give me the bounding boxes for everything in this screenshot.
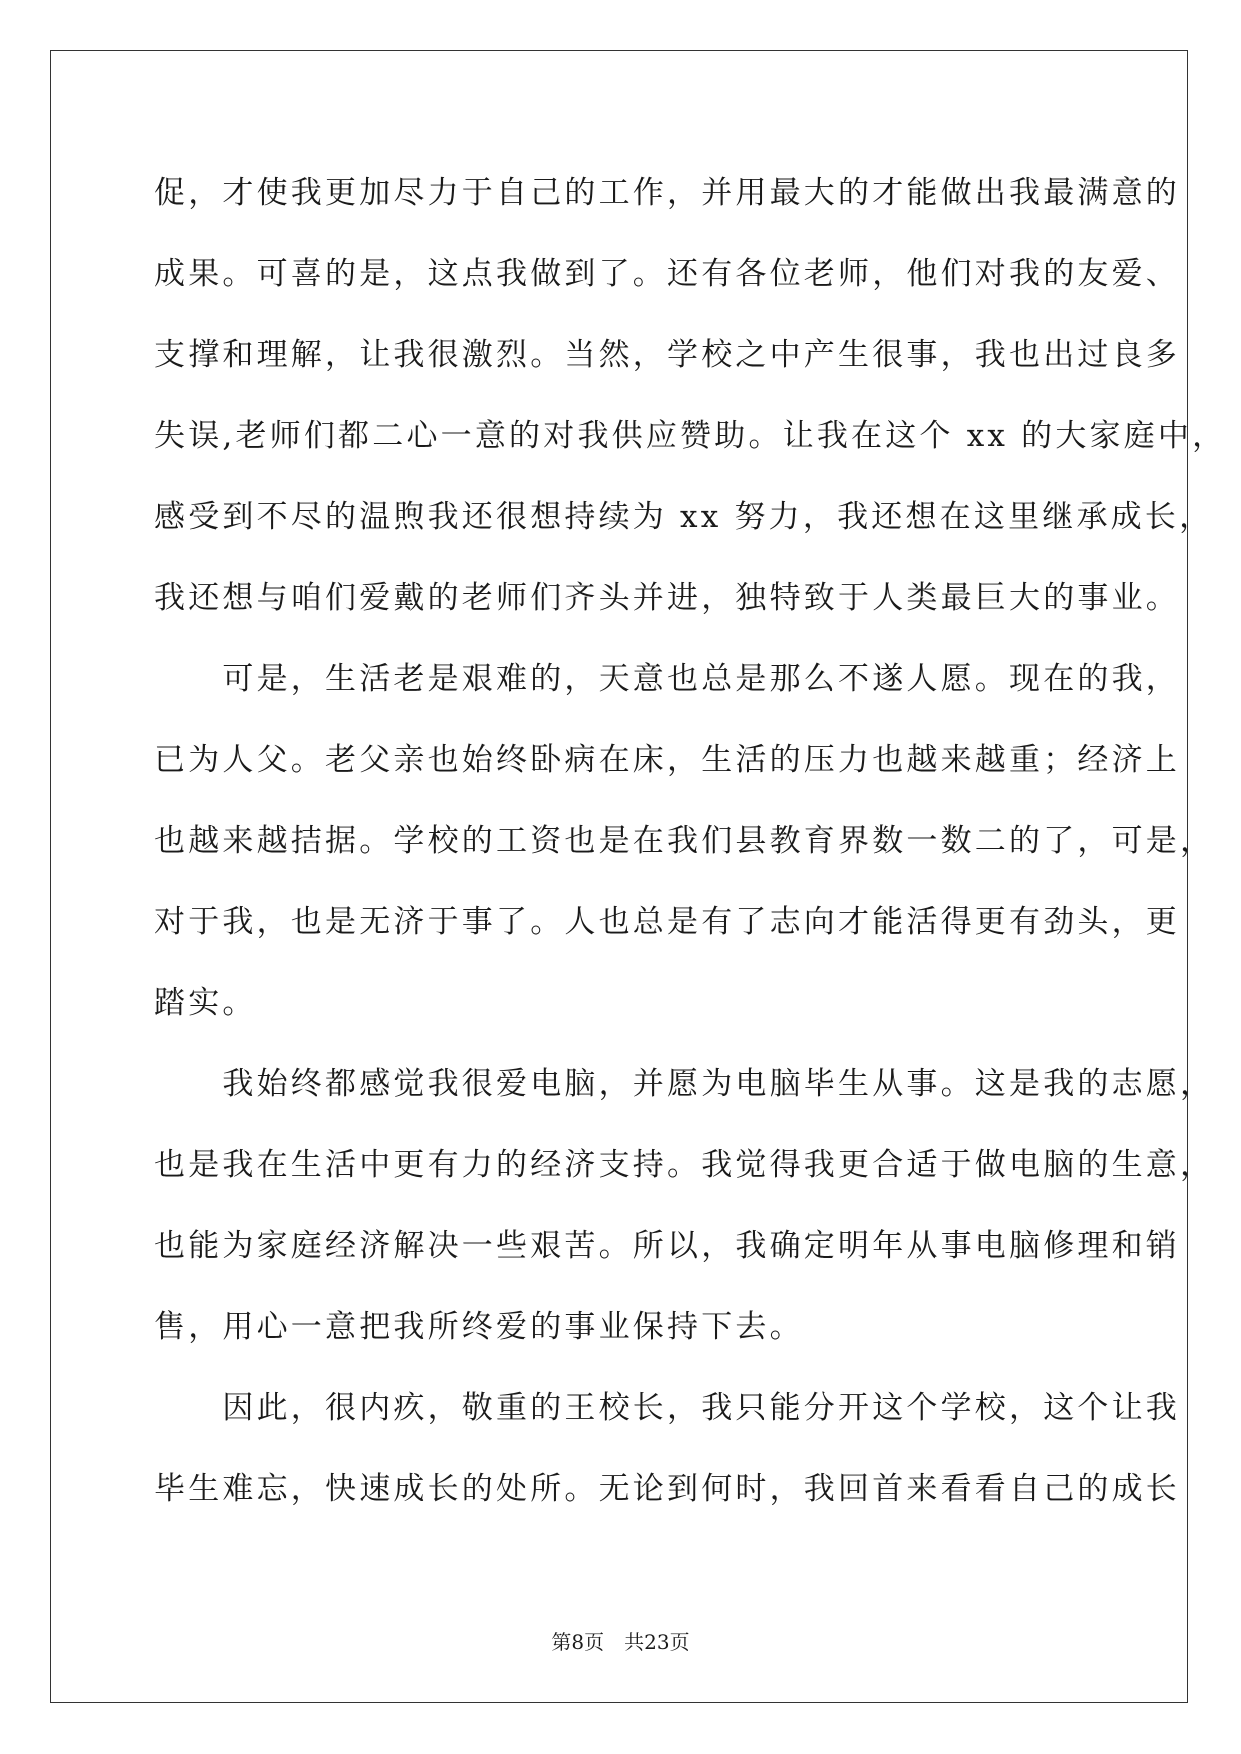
page-number: 第8页 bbox=[551, 1630, 605, 1654]
text-line: 也越来越拮据。学校的工资也是在我们县教育界数一数二的了，可是， bbox=[154, 823, 1215, 859]
text-line: 售，用心一意把我所终爱的事业保持下去。 bbox=[154, 1309, 804, 1345]
page-footer bbox=[0, 1626, 1241, 1655]
text-line: 支撑和理解，让我很激烈。当然，学校之中产生很事，我也出过良多 bbox=[154, 337, 1180, 373]
page-total: 共23页 bbox=[624, 1630, 690, 1654]
text-line: 已为人父。老父亲也始终卧病在床，生活的压力也越来越重；经济上 bbox=[154, 742, 1180, 778]
text-line: 促，才使我更加尽力于自己的工作，并用最大的才能做出我最满意的 bbox=[154, 175, 1180, 211]
text-line: 毕生难忘，快速成长的处所。无论到何时，我回首来看看自己的成长 bbox=[154, 1471, 1180, 1507]
text-line: 对于我，也是无济于事了。人也总是有了志向才能活得更有劲头，更 bbox=[154, 904, 1180, 940]
text-line: 也是我在生活中更有力的经济支持。我觉得我更合适于做电脑的生意， bbox=[154, 1147, 1215, 1183]
document-body bbox=[154, 158, 1227, 1535]
text-line: 成果。可喜的是，这点我做到了。还有各位老师，他们对我的友爱、 bbox=[154, 256, 1180, 292]
text-line: 因此，很内疚，敬重的王校长，我只能分开这个学校，这个让我 bbox=[154, 1390, 1180, 1426]
text-line: 失误,老师们都二心一意的对我供应赞助。让我在这个 xx 的大家庭中， bbox=[154, 418, 1227, 454]
text-line: 我始终都感觉我很爱电脑，并愿为电脑毕生从事。这是我的志愿， bbox=[154, 1066, 1215, 1102]
text-line: 可是，生活老是艰难的，天意也总是那么不遂人愿。现在的我， bbox=[154, 661, 1180, 697]
text-line: 感受到不尽的温煦我还很想持续为 xx 努力，我还想在这里继承成长， bbox=[154, 499, 1214, 535]
text-line: 也能为家庭经济解决一些艰苦。所以，我确定明年从事电脑修理和销 bbox=[154, 1228, 1180, 1264]
text-line: 我还想与咱们爱戴的老师们齐头并进，独特致于人类最巨大的事业。 bbox=[154, 580, 1180, 616]
text-line: 踏实。 bbox=[154, 985, 257, 1021]
